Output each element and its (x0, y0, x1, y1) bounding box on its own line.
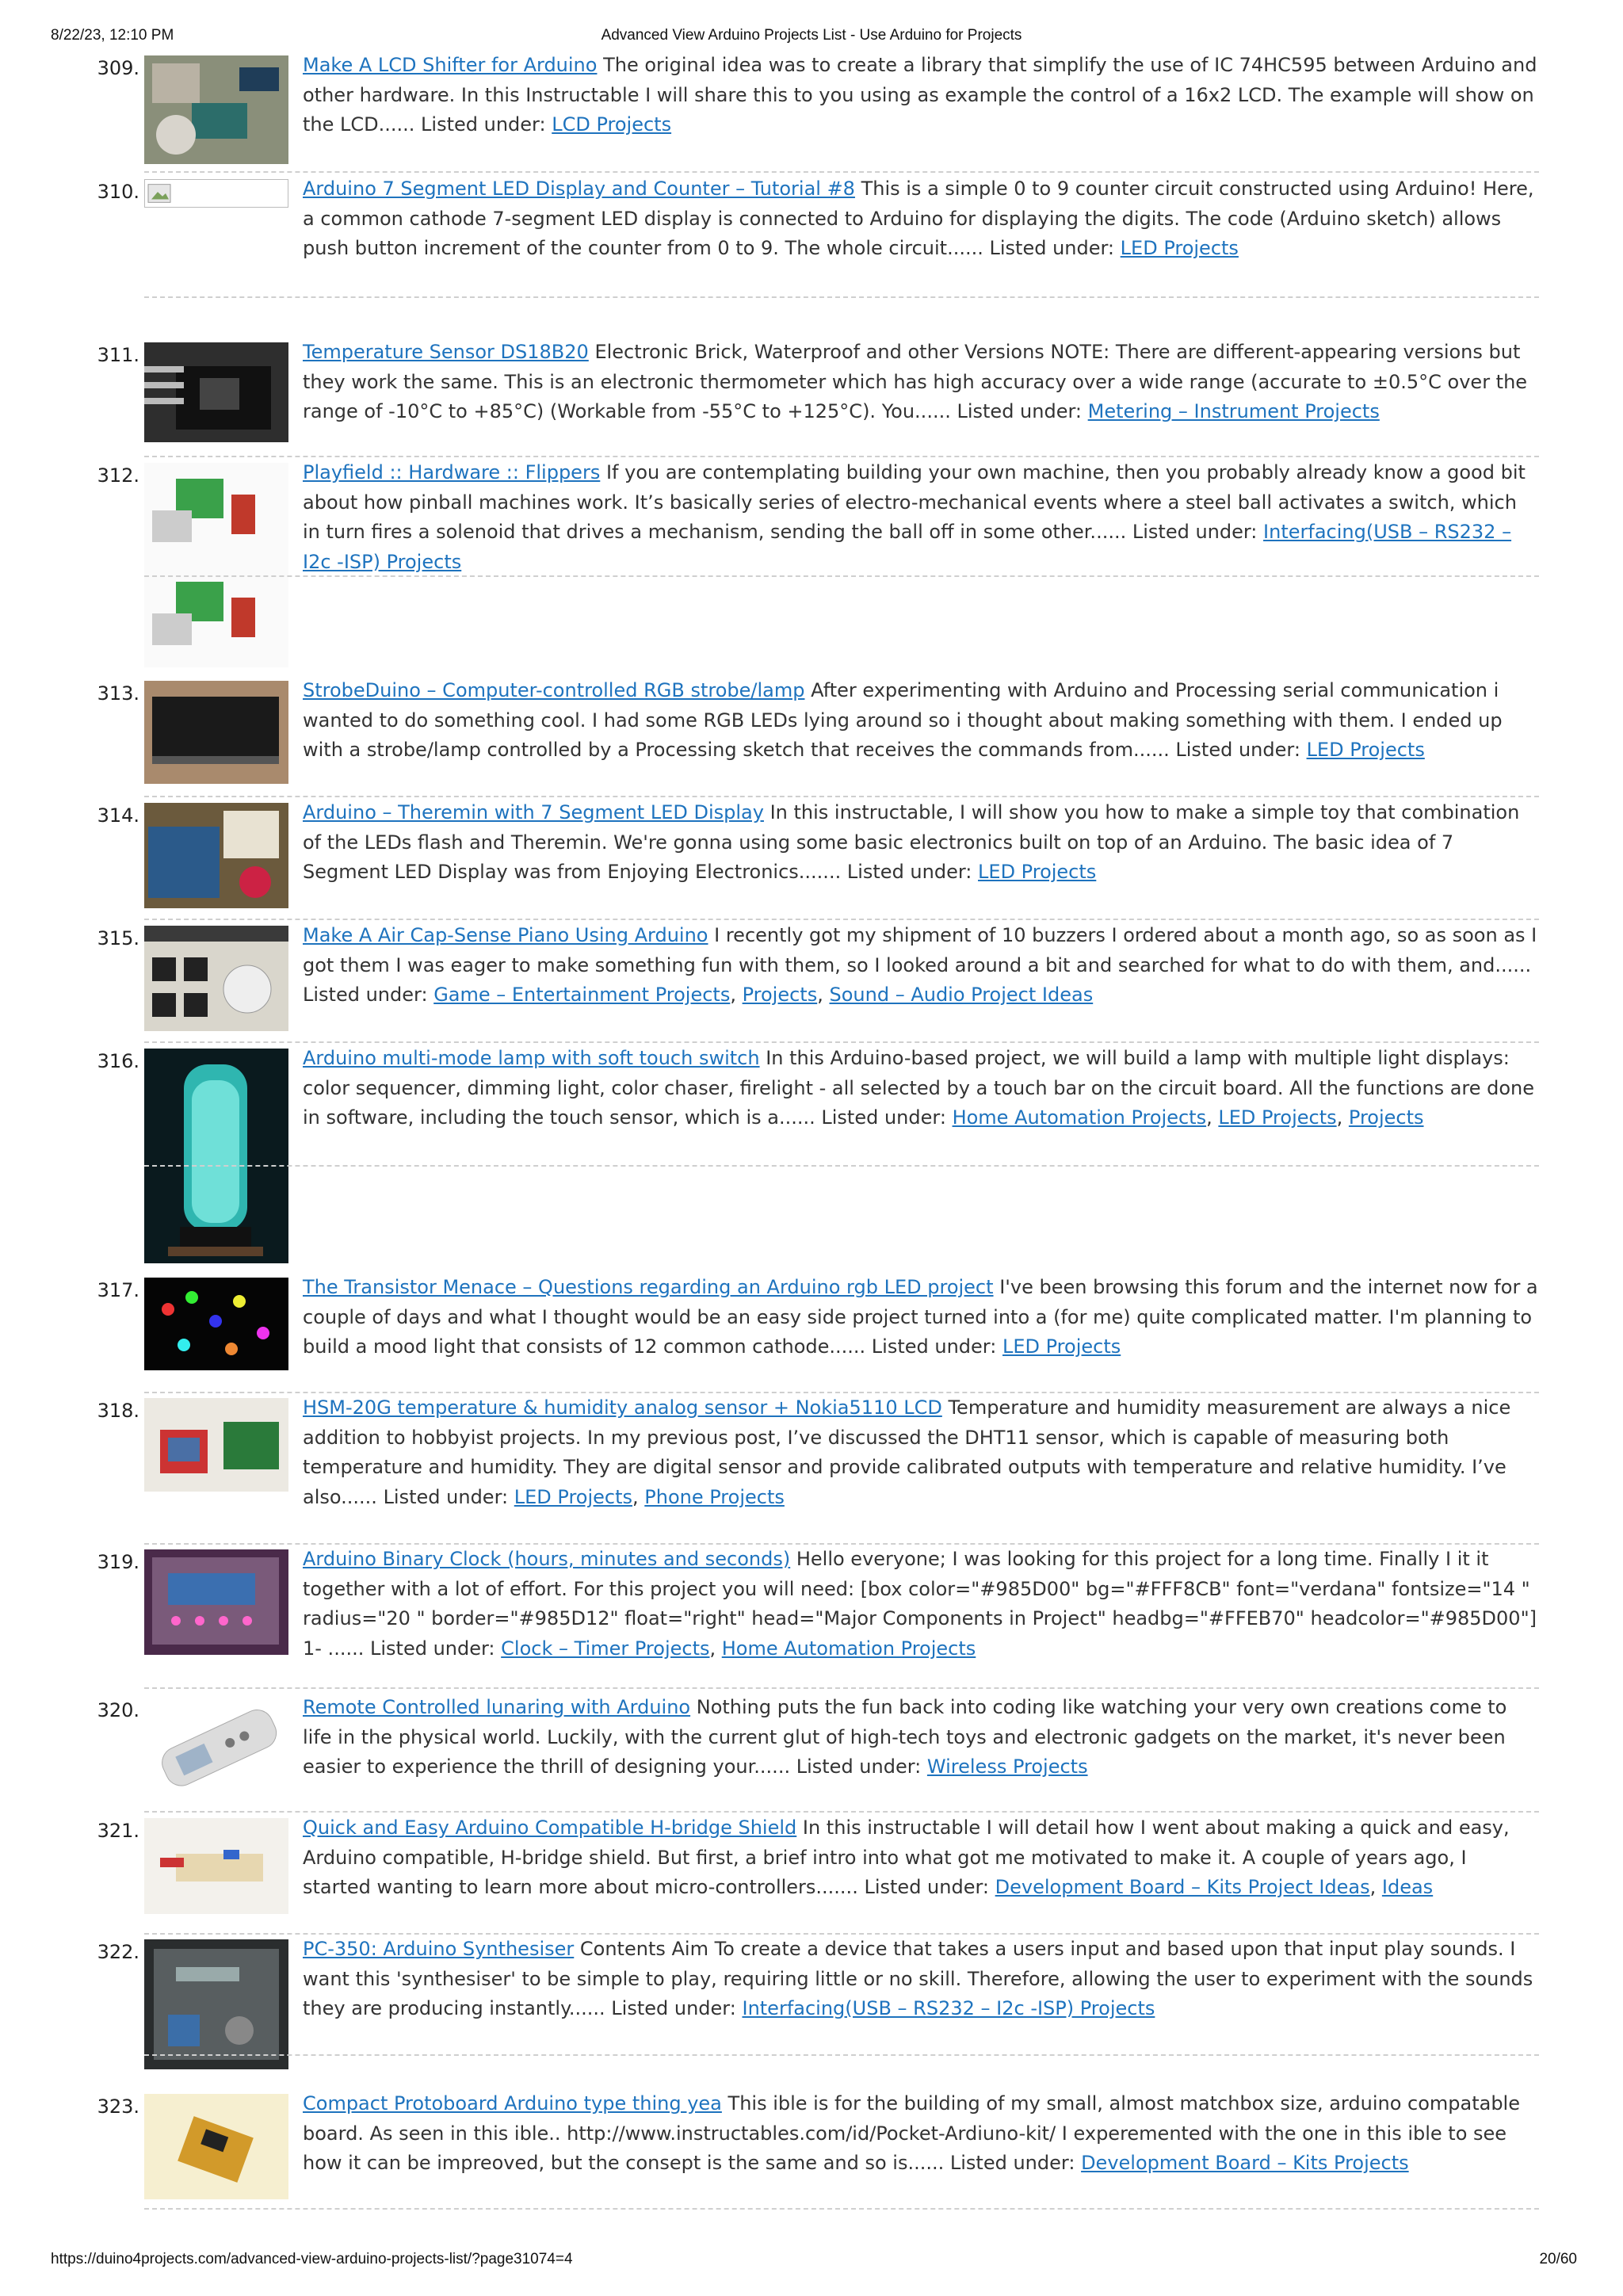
print-datetime: 8/22/23, 12:10 PM (51, 27, 174, 44)
project-description: I recently got my shipment of 10 buzzers I ordered about a month ago, so as soon as I got them I was eager to make something fun with them, so I looked around a bit and searched for what to do with them, and...... (303, 924, 1537, 976)
listed-under-label: Listed under: (369, 1637, 495, 1660)
divider (144, 919, 1539, 920)
project-description: Electronic Brick, Waterproof and other Versions NOTE: There are different-appearing versions but they work the same. This is an electronic thermometer which has high accuracy over a wide range (accurate to ±0.5°C over the range of -10°C to +85°C) (Workable from -55°C to +125°C). You...... (303, 341, 1528, 423)
item-number: 311. (97, 344, 139, 366)
project-thumbnail[interactable] (144, 1549, 288, 1655)
listed-under-label: Listed under: (871, 1335, 997, 1358)
project-title-link[interactable]: Arduino Binary Clock (hours, minutes and seconds) (303, 1548, 791, 1570)
project-title-link[interactable]: Compact Protoboard Arduino type thing yea (303, 2092, 722, 2115)
item-text: Quick and Easy Arduino Compatible H-bridge Shield In this instructable I will detail how I went about making a quick and easy, Arduino compatible, H-bridge shield. But first, a brief intro into what got me motivated to make it. A couple of years ago, I started wanting to learn more about micro-controllers....... Listed under: Development Board – Kits Project Ideas, Ideas (303, 1817, 1510, 1899)
divider (144, 296, 1539, 298)
category-link[interactable]: Interfacing(USB – RS232 – I2c -ISP) Projects (742, 1997, 1155, 2020)
item-number: 322. (97, 1941, 139, 1963)
item-text (303, 458, 1539, 577)
item-number: 317. (97, 1279, 139, 1301)
project-thumbnail[interactable] (144, 681, 288, 784)
item-number: 312. (97, 464, 139, 487)
category-link[interactable]: LED Projects (1120, 237, 1239, 260)
divider (144, 575, 1539, 577)
item-number: 323. (97, 2095, 139, 2118)
item-number: 321. (97, 1820, 139, 1842)
project-description: Nothing puts the fun back into coding like watching your very own creations come to life in the physical world. Luckily, with the current glut of high-tech toys and electronic gadgets on the market, it's never been easier to experience the thrill of designing your...... (303, 1696, 1507, 1778)
category-link[interactable]: Home Automation Projects (952, 1106, 1207, 1129)
project-description: The original idea was to create a library that simplify the use of IC 74HC595 between Arduino and other hardware. In this Instructable I will share this to you using as example the control of a 16x2 LCD. The example will show on the LCD...... (303, 54, 1537, 136)
item-number: 314. (97, 804, 139, 827)
category-link[interactable]: Interfacing(USB – RS232 – I2c -ISP) Projects (303, 521, 1512, 573)
listed-under-label: Listed under: (421, 113, 546, 136)
category-link[interactable]: Home Automation Projects (721, 1637, 976, 1660)
project-thumbnail[interactable] (144, 463, 288, 667)
category-link[interactable]: Clock – Timer Projects (501, 1637, 710, 1660)
project-title-link[interactable]: HSM-20G temperature & humidity analog sensor + Nokia5110 LCD (303, 1396, 942, 1419)
category-link[interactable]: Development Board – Kits Projects (1081, 2152, 1409, 2175)
broken-image-icon[interactable] (144, 179, 288, 208)
divider (144, 796, 1539, 797)
divider (144, 1165, 1539, 1167)
project-title-link[interactable]: Playfield :: Hardware :: Flippers (303, 461, 601, 483)
listed-under-label: Listed under: (864, 1876, 990, 1899)
category-link[interactable]: LED Projects (1306, 739, 1425, 762)
item-number: 316. (97, 1050, 139, 1072)
category-link[interactable]: Projects (742, 984, 818, 1007)
project-thumbnail[interactable] (144, 1698, 288, 1801)
item-number: 318. (97, 1400, 139, 1422)
project-description: This is a simple 0 to 9 counter circuit constructed using Arduino! Here, a common cathode 7-segment LED display is connected to Arduino for displaying the digits. The code (Arduino sketch) allows push button increment of the counter from 0 to 9. The whole circuit...... (303, 178, 1534, 260)
category-link[interactable]: LCD Projects (552, 113, 672, 136)
print-page-number: 20/60 (1539, 2251, 1577, 2267)
listed-under-label: Listed under: (1132, 521, 1258, 544)
item-number: 313. (97, 682, 139, 705)
item-text (303, 2089, 1539, 2179)
project-title-link[interactable]: The Transistor Menace – Questions regarding an Arduino rgb LED project (303, 1276, 994, 1298)
project-thumbnail[interactable] (144, 803, 288, 908)
project-title-link[interactable]: StrobeDuino – Computer-controlled RGB strobe/lamp (303, 679, 805, 701)
project-thumbnail[interactable] (144, 1939, 288, 2069)
project-title-link[interactable]: Arduino multi-mode lamp with soft touch switch (303, 1047, 760, 1069)
item-text: Arduino multi-mode lamp with soft touch switch In this Arduino-based project, we will build a lamp with multiple light displays: color sequencer, dimming light, color chaser, firelight - all selected by a touch bar on the circuit board. All the functions are done in software, including the touch sensor, which is a...... Listed under: Home Automation Projects, LED Projects, Projects (303, 1047, 1535, 1129)
item-text (303, 1273, 1539, 1362)
category-link[interactable]: LED Projects (1218, 1106, 1337, 1129)
project-description: If you are contemplating building your own machine, then you probably already know a good bit about how pinball machines work. It’s basically series of electro-mechanical events where a steel ball activates a switch, which in turn fires a solenoid that drives a mechanism, sending the ball off in some other...... (303, 461, 1526, 544)
project-thumbnail[interactable] (144, 342, 288, 442)
project-thumbnail[interactable] (144, 1818, 288, 1914)
project-description: Contents Aim To create a device that takes a users input and based upon that input play sounds. I want this 'synthesiser' to be simple to play, requiring little or no skill. Therefore, allowing the user to experiment with the sounds they are producing instantly...... (303, 1938, 1533, 2020)
item-text (303, 51, 1539, 140)
divider (144, 1041, 1539, 1043)
project-thumbnail[interactable] (144, 2094, 288, 2199)
print-page-title: Advanced View Arduino Projects List - Use Arduino for Projects (601, 27, 1022, 44)
item-text: Arduino Binary Clock (hours, minutes and seconds) Hello everyone; I was looking for this project for a long time. Finally I it it together with a lot of effort. For this project you will need: [box color="#985D00" bg="#FFF8CB" font="verdana" fontsize="14 " radius="20 " border="#985D12" float="right" head="Major Components in Project" headbg="#FFEB70" headcolor="#985D00"] 1- ...... Listed under: Clock – Timer Projects, Home Automation Projects (303, 1548, 1537, 1660)
divider (144, 1811, 1539, 1813)
category-link[interactable]: Projects (1348, 1106, 1424, 1129)
listed-under-label: Listed under: (957, 400, 1083, 423)
divider (144, 2208, 1539, 2210)
item-text (303, 174, 1539, 264)
project-title-link[interactable]: Remote Controlled lunaring with Arduino (303, 1696, 691, 1718)
category-link[interactable]: Metering – Instrument Projects (1087, 400, 1380, 423)
project-description: I've been browsing this forum and the internet now for a couple of days and what I thought would be an easy side project turned into a (for me) quite complicated matter. I'm planning to build a mood light that consists of 12 common cathode...... (303, 1276, 1538, 1358)
project-title-link[interactable]: Temperature Sensor DS18B20 (303, 341, 589, 363)
listed-under-label: Listed under: (796, 1755, 922, 1778)
item-text (303, 676, 1539, 766)
print-url: https://duino4projects.com/advanced-view-arduino-projects-list/?page31074=4 (51, 2251, 573, 2267)
category-link[interactable]: LED Projects (514, 1485, 633, 1508)
item-number: 310. (97, 181, 139, 203)
project-title-link[interactable]: PC-350: Arduino Synthesiser (303, 1938, 575, 1960)
project-title-link[interactable]: Arduino 7 Segment LED Display and Counter – Tutorial #8 (303, 178, 855, 200)
item-text (303, 798, 1539, 888)
listed-under-label: Listed under: (1175, 739, 1300, 762)
item-number: 319. (97, 1551, 139, 1573)
listed-under-label: Listed under: (846, 861, 972, 884)
listed-under-label: Listed under: (821, 1106, 946, 1129)
item-text (303, 338, 1539, 427)
category-link[interactable]: Game – Entertainment Projects (433, 984, 731, 1007)
item-text (303, 1935, 1539, 2024)
project-thumbnail[interactable] (144, 1049, 288, 1263)
listed-under-label: Listed under: (949, 2152, 1075, 2175)
listed-under-label: Listed under: (989, 237, 1115, 260)
project-thumbnail[interactable] (144, 1278, 288, 1370)
project-title-link[interactable]: Quick and Easy Arduino Compatible H-bridge Shield (303, 1817, 797, 1839)
item-text: Make A Air Cap-Sense Piano Using Arduino I recently got my shipment of 10 buzzers I ordered about a month ago, so as soon as I got them I was eager to make something fun with them, so I looked around a bit and searched for what to do with them, and...... Listed under: Game – Entertainment Projects, Projects, Sound – Audio Project Ideas (303, 924, 1537, 1007)
category-link[interactable]: Sound – Audio Project Ideas (829, 984, 1094, 1007)
item-number: 320. (97, 1699, 139, 1721)
project-thumbnail[interactable] (144, 55, 288, 164)
divider (144, 171, 1539, 173)
listed-under-label: Listed under: (383, 1485, 509, 1508)
category-link[interactable]: Wireless Projects (926, 1755, 1088, 1778)
divider (144, 1687, 1539, 1689)
project-description: In this instructable I will detail how I went about making a quick and easy, Arduino compatible, H-bridge shield. But first, a brief intro into what got me motivated to make it. A couple of years ago, I started wanting to learn more about micro-controllers....... (303, 1817, 1510, 1899)
project-description: After experimenting with Arduino and Processing serial communication i wanted to do something cool. I had some RGB LEDs lying around so i thought about making something with them. I ended up with a strobe/lamp controlled by a Processing sketch that receives the commands from...... (303, 679, 1503, 762)
project-description: In this Arduino-based project, we will build a lamp with multiple light displays: color sequencer, dimming light, color chaser, firelight - all selected by a touch bar on the circuit board. All the functions are done in software, including the touch sensor, which is a...... (303, 1047, 1535, 1129)
item-number: 309. (97, 57, 139, 79)
project-description: This ible is for the building of my small, almost matchbox size, arduino compatable board. As seen in this ible.. http://www.instructables.com/id/Pocket-Ardiuno-kit/ I experemented with the one in this ible to see how it can be impreoved, but the consept is the same and so is...... (303, 2092, 1520, 2175)
listed-under-label: Listed under: (611, 1997, 736, 2020)
item-text: HSM-20G temperature & humidity analog sensor + Nokia5110 LCD Temperature and humidity measurement are always a nice addition to hobbyist projects. In my previous post, I’ve discussed the DHT11 sensor, which is capable of measuring both temperature and humidity. They are digital sensor and provide calibrated outputs with temperature and relative humidity. I’ve also...... Listed under: LED Projects, Phone Projects (303, 1396, 1511, 1508)
project-title-link[interactable]: Make A Air Cap-Sense Piano Using Arduino (303, 924, 708, 946)
item-number: 315. (97, 927, 139, 949)
category-link[interactable]: LED Projects (978, 861, 1097, 884)
project-title-link[interactable]: Arduino – Theremin with 7 Segment LED Display (303, 801, 764, 823)
category-link[interactable]: Phone Projects (644, 1485, 785, 1508)
project-title-link[interactable]: Make A LCD Shifter for Arduino (303, 54, 598, 76)
listed-under-label: Listed under: (303, 984, 428, 1007)
category-link[interactable]: Development Board – Kits Project Ideas (995, 1876, 1370, 1899)
project-thumbnail[interactable] (144, 1398, 288, 1492)
project-description: In this instructable, I will show you how to make a simple toy that combination of the LEDs flash and Theremin. We're gonna using some basic electronics built on top of an Arduino. The basic idea of 7 Segment LED Display was from Enjoying Electronics....... (303, 801, 1520, 884)
item-text (303, 1693, 1539, 1782)
category-link[interactable]: LED Projects (1002, 1335, 1121, 1358)
divider (144, 2054, 1539, 2056)
divider (144, 456, 1539, 457)
category-link[interactable]: Ideas (1381, 1876, 1434, 1899)
project-description: Hello everyone; I was looking for this project for a long time. Finally I it it together with a lot of effort. For this project you will need: [box color="#985D00" bg="#FFF8CB" font="verdana" fontsize="14 " radius="20 " border="#985D12" float="right" head="Major Components in Project" headbg="#FFEB70" headcolor="#985D00"] 1- ...... (303, 1548, 1537, 1660)
project-description: Temperature and humidity measurement are always a nice addition to hobbyist projects. In my previous post, I’ve discussed the DHT11 sensor, which is capable of measuring both temperature and humidity. They are digital sensor and provide calibrated outputs with temperature and relative humidity. I’ve also...... (303, 1396, 1511, 1508)
project-thumbnail[interactable] (144, 926, 288, 1031)
